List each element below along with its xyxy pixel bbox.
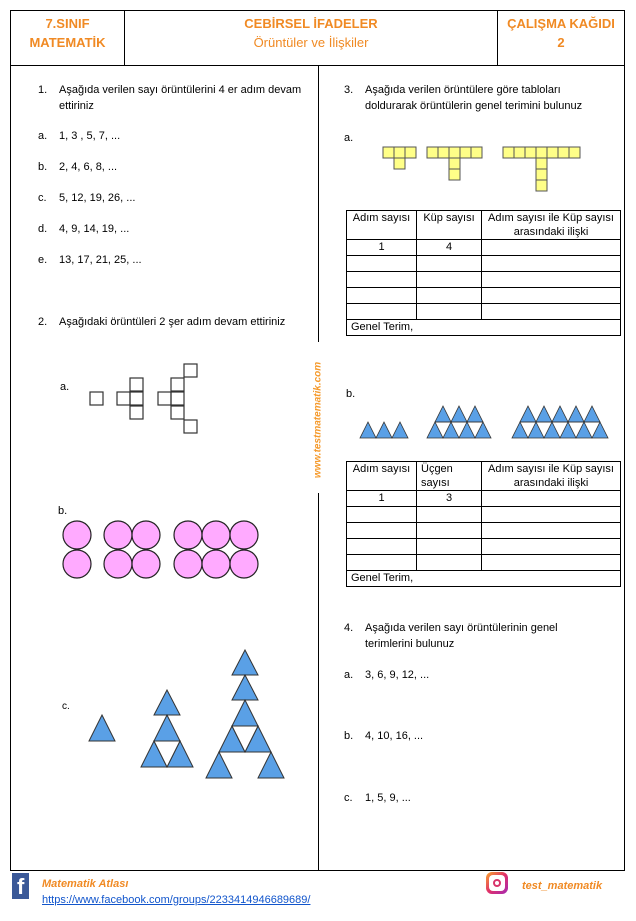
table-row: [347, 272, 621, 288]
table-cell[interactable]: [482, 539, 621, 555]
page-subtitle: Örüntüler ve İlişkiler: [253, 35, 369, 50]
q1-item-e: e. 13, 17, 21, 25, ...: [38, 254, 142, 266]
facebook-group-link[interactable]: https://www.facebook.com/groups/2233414946689689/: [42, 894, 311, 906]
circle-pattern-figure: [60, 520, 270, 582]
table-cell[interactable]: [417, 523, 482, 539]
table-cell[interactable]: [482, 507, 621, 523]
watermark-text: www.testmatematik.com: [312, 361, 324, 479]
table-row: [347, 240, 621, 256]
table-cell[interactable]: [417, 288, 482, 304]
q4-item-b: b. 4, 10, 16, ...: [344, 730, 424, 742]
table-cell[interactable]: [482, 523, 621, 539]
page-title: CEBİRSEL İFADELER: [244, 16, 378, 31]
table-header-row: [347, 211, 621, 240]
table-cell[interactable]: [417, 256, 482, 272]
triangle-pattern-figure: [85, 648, 295, 788]
column-header: Adım sayısı ile Küp sayısı arasındaki ilişki: [482, 211, 621, 240]
column-header: Üçgen sayısı: [417, 462, 482, 491]
question-number: 1.: [38, 84, 48, 96]
title-cell: [125, 11, 498, 65]
table-cell[interactable]: [482, 272, 621, 288]
q1-item-a: a. 1, 3 , 5, 7, ...: [38, 130, 121, 142]
worksheet-label: ÇALIŞMA KAĞIDI: [507, 16, 615, 31]
q3-part-b-label: b.: [346, 388, 356, 400]
table-cell[interactable]: [347, 507, 417, 523]
cube-pattern-figure: [380, 145, 585, 195]
grade-label: 7.SINIF: [45, 16, 90, 31]
table-row: [347, 288, 621, 304]
question-text: Aşağıdaki örüntüleri 2 şer adım devam ettiriniz: [59, 316, 286, 328]
table-cell[interactable]: [347, 539, 417, 555]
column-header: Adım sayısı ile Küp sayısı arasındaki ilişki: [482, 462, 621, 491]
column-divider-top: [318, 66, 319, 342]
table-cell[interactable]: [417, 507, 482, 523]
facebook-group-name: Matematik Atlası: [42, 878, 129, 890]
table-cell[interactable]: [347, 304, 417, 320]
question-number: 4.: [344, 622, 354, 634]
instagram-icon[interactable]: [486, 872, 508, 894]
table-cell[interactable]: [347, 256, 417, 272]
table-cell[interactable]: [347, 272, 417, 288]
facebook-icon[interactable]: f: [12, 873, 29, 899]
q1-item-d: d. 4, 9, 14, 19, ...: [38, 223, 130, 235]
table-cell[interactable]: [482, 491, 621, 507]
column-divider-bottom: [318, 493, 319, 871]
instagram-handle[interactable]: test_matematik: [522, 880, 603, 892]
table-cell[interactable]: [417, 555, 482, 571]
q4-item-c: c. 1, 5, 9, ...: [344, 792, 411, 804]
table-cell[interactable]: [482, 288, 621, 304]
table-cell[interactable]: 3: [417, 491, 482, 507]
q4-item-a: a. 3, 6, 9, 12, ...: [344, 669, 430, 681]
column-header: Adım sayısı: [347, 462, 417, 491]
general-term-cell[interactable]: Genel Terim,: [347, 320, 621, 336]
table-row: [347, 555, 621, 571]
worksheet-header: [10, 10, 625, 66]
worksheet-number: 2: [557, 35, 565, 50]
column-header: Adım sayısı: [347, 211, 417, 240]
table-cell[interactable]: [482, 240, 621, 256]
general-term-cell[interactable]: Genel Terim,: [347, 571, 621, 587]
subject-label: MATEMATİK: [29, 35, 106, 50]
q3a-table: [346, 210, 621, 336]
table-row: [347, 523, 621, 539]
column-header: Küp sayısı: [417, 211, 482, 240]
table-cell[interactable]: [482, 304, 621, 320]
q1-item-c: c. 5, 12, 19, 26, ...: [38, 192, 136, 204]
table-cell[interactable]: 4: [417, 240, 482, 256]
worksheet-number-cell: [498, 11, 624, 65]
table-cell[interactable]: [347, 288, 417, 304]
question-number: 3.: [344, 84, 354, 96]
q3-part-a-label: a.: [344, 132, 354, 144]
table-cell[interactable]: [347, 523, 417, 539]
grade-cell: [11, 11, 125, 65]
general-term-row: [347, 571, 621, 587]
question-text: Aşağıda verilen sayı örüntülerinin genel terimlerini bulunuz: [365, 622, 558, 650]
triangle-strip-figure: [358, 402, 618, 442]
table-cell[interactable]: [417, 539, 482, 555]
question-number: 2.: [38, 316, 48, 328]
table-row: [347, 491, 621, 507]
table-row: [347, 304, 621, 320]
table-cell[interactable]: [417, 304, 482, 320]
table-cell[interactable]: [347, 555, 417, 571]
table-header-row: [347, 462, 621, 491]
square-pattern-figure: [85, 360, 205, 440]
table-cell[interactable]: [482, 256, 621, 272]
q2-part-c-label: c.: [62, 701, 70, 712]
q2-part-a-label: a.: [60, 381, 70, 393]
question-text: Aşağıda verilen sayı örüntülerini 4 er adım devam ettiriniz: [59, 84, 302, 112]
q1-item-b: b. 2, 4, 6, 8, ...: [38, 161, 118, 173]
watermark: [310, 350, 326, 490]
table-cell[interactable]: 1: [347, 240, 417, 256]
question-text: Aşağıda verilen örüntülere göre tabloları doldurarak örüntülerin genel terimini bulunuz: [365, 84, 583, 112]
table-cell[interactable]: [417, 272, 482, 288]
table-cell[interactable]: 1: [347, 491, 417, 507]
q2-part-b-label: b.: [58, 505, 68, 517]
q3b-table: [346, 461, 621, 587]
table-row: [347, 507, 621, 523]
table-cell[interactable]: [482, 555, 621, 571]
table-row: [347, 256, 621, 272]
table-row: [347, 539, 621, 555]
general-term-row: [347, 320, 621, 336]
